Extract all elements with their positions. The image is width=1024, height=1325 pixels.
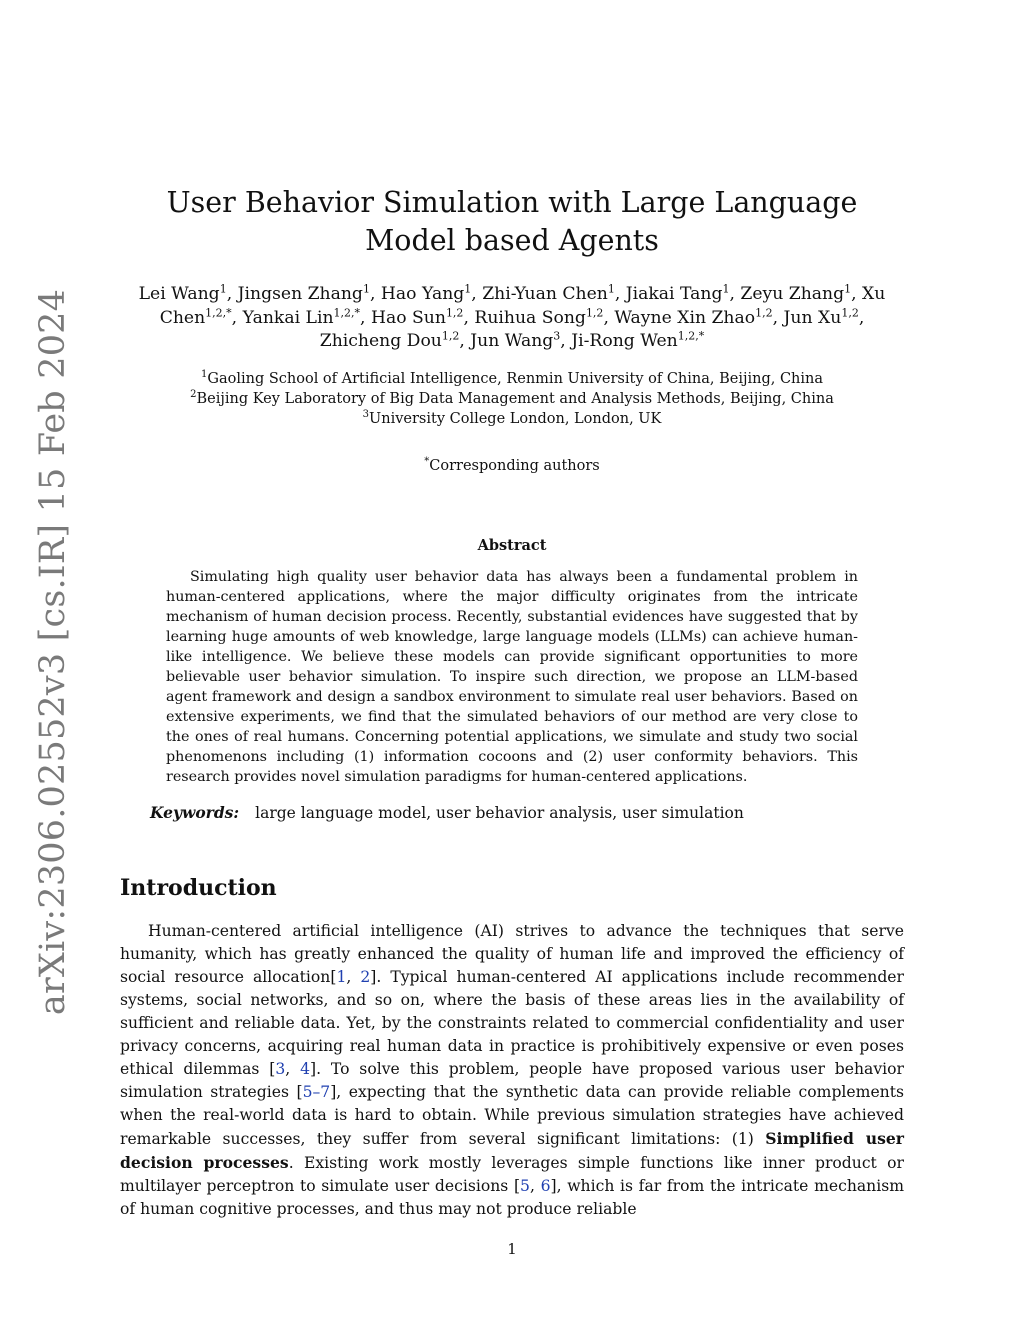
author-name: Ji-Rong Wen (571, 331, 678, 351)
affiliation-line (120, 389, 904, 409)
corresponding-note (120, 458, 904, 474)
author-affiliation-marker: 1 (362, 282, 370, 296)
author-affiliation-marker: 1 (464, 282, 472, 296)
affiliation-text: Gaoling School of Artificial Intelligence, Renmin University of China, Beijing, China (207, 371, 823, 387)
author-name: Zhi-Yuan Chen (482, 284, 608, 304)
author-name: Zeyu Zhang (740, 284, 845, 304)
author-affiliation-marker: 1,2 (441, 329, 460, 343)
citation-link[interactable]: 1 (336, 968, 347, 986)
author-affiliation-marker: 1,2 (841, 305, 859, 319)
author-name: Xu Chen (159, 284, 886, 328)
author-entry (740, 284, 851, 304)
author-entry (320, 331, 460, 351)
citation-link[interactable]: 6 (540, 1177, 551, 1195)
author-entry (242, 305, 361, 328)
author-entry (139, 284, 227, 304)
author-affiliation-marker: 1 (722, 282, 730, 296)
citation-link[interactable]: 5–7 (302, 1083, 331, 1101)
intro-text-4: ], expecting that the synthetic data can provide reliable complements when the real-world data is hard to obtain. While previous simulation strategies have achieved remarkable successes, they suffer from several significant limitations: (1) (120, 1083, 904, 1148)
citation-link[interactable]: 2 (360, 968, 371, 986)
abstract-body: Simulating high quality user behavior data has always been a fundamental problem in human-centered applications, where the major difficulty originates from the intricate mechanism of human decision process. Recently, substantial evidences have suggested that by learning huge amounts of web knowledge, large language models (LLMs) can achieve human-like intelligence. We believe these models can provide significant opportunities to more believable user behavior simulation. To inspire such direction, we propose an LLM-based agent framework and design a sandbox environment to simulate real user behaviors. Based on extensive experiments, we find that the simulated behaviors of our method are very close to the ones of real humans. Concerning potential applications, we simulate and study two social phenomenons including (1) information cocoons and (2) user conformity behaviors. This research provides novel simulation paradigms for human-centered applications. (166, 569, 858, 785)
citation-link[interactable]: 4 (300, 1060, 311, 1078)
citation-link[interactable]: 5 (520, 1177, 530, 1195)
arxiv-identifier-stamp: arXiv:2306.02552v3 [cs.IR] 15 Feb 2024 (33, 288, 73, 1016)
author-name: Zhicheng Dou (319, 331, 442, 351)
author-name: Wayne Xin Zhao (614, 307, 756, 328)
intro-bold-term: Simplified user decision processes (120, 1129, 904, 1172)
author-entry (571, 331, 704, 351)
author-affiliation-marker: 1,2 (755, 305, 773, 319)
keywords-text: large language model, user behavior analysis, user simulation (255, 804, 744, 822)
intro-text-1: Human-centered artificial intelligence (AI) strives to advance the techniques that serve humanity, which has greatly enhanced the quality of human life and improved the efficiency of social resource allocation[ (120, 922, 904, 986)
intro-text-3: ]. To solve this problem, people have proposed various user behavior simulation strategies [ (120, 1060, 904, 1101)
paper-title: User Behavior Simulation with Large Language Model based Agents (166, 186, 858, 257)
affiliation-marker: 3 (362, 409, 370, 421)
intro-sep-1: , (346, 968, 361, 986)
author-name: Hao Yang (380, 284, 465, 304)
author-affiliation-marker: 1,2,* (333, 305, 361, 319)
author-affiliation-marker: 1,2,* (205, 305, 232, 319)
author-list: Lei Wang$^1$, Jingsen Zhang$^1$, Hao Yang$^1$, Zhi-Yuan Chen$^1$, Jiakai Tang$^1$, Zeyu Zhang$^1$, Xu Chen$^{1,2,*}$, Yankai Lin$^{1,2,*}$, Hao Sun$^{1,2}$, Ruihua Song$^{1,2}$, Wayne Xin Zhao$^{1,2}$, Jun Xu$^{1,2}$, Zhicheng Dou$^{1,2}$, Jun Wang$^3$, Ji-Rong Wen$^{1,2,*}$ (138, 282, 886, 351)
author-affiliation-marker: 1,2,* (677, 329, 705, 343)
keywords-label: Keywords: (150, 803, 240, 822)
author-affiliation-marker: 1 (219, 282, 227, 296)
author-name: Ruihua Song (474, 307, 586, 328)
author-entry (783, 305, 859, 328)
author-name: Jun Xu (783, 307, 842, 328)
author-affiliation-marker: 3 (553, 329, 561, 343)
author-affiliation-marker: 1 (607, 282, 615, 296)
corresponding-text: Corresponding authors (429, 458, 600, 474)
author-entry (381, 284, 471, 304)
author-entry (470, 331, 560, 351)
intro-sep-2: , (285, 1060, 301, 1078)
affiliation-text: University College London, London, UK (369, 411, 662, 427)
intro-text-5: . Existing work mostly leverages simple functions like inner product or multilayer perceptron to simulate user decisions [ (120, 1154, 905, 1195)
author-name: Jingsen Zhang (237, 284, 363, 304)
keywords-line (150, 803, 744, 822)
author-name: Jiakai Tang (625, 284, 723, 304)
corresponding-marker: * (424, 456, 430, 468)
affiliation-marker: 1 (201, 369, 208, 381)
author-name: Hao Sun (370, 307, 446, 328)
author-entry (370, 305, 464, 328)
author-affiliation-marker: 1,2 (585, 305, 604, 319)
affiliation-line (120, 409, 904, 429)
author-entry (482, 284, 615, 304)
author-name: Lei Wang (138, 284, 220, 304)
affiliation-line (120, 369, 904, 389)
author-name: Jun Wang (470, 331, 554, 351)
affiliation-marker: 2 (190, 389, 197, 401)
affiliation-list (120, 369, 904, 429)
section-heading-introduction: Introduction (120, 875, 277, 901)
intro-text-6: ], which is far from the intricate mechanism of human cognitive processes, and thus may not produce reliable (120, 1177, 904, 1218)
author-affiliation-marker: 1,2 (445, 305, 464, 319)
citation-link[interactable]: 3 (275, 1060, 286, 1078)
affiliation-text: Beijing Key Laboratory of Big Data Management and Analysis Methods, Beijing, China (196, 391, 834, 407)
author-affiliation-marker: 1 (844, 282, 852, 296)
introduction-paragraph (120, 920, 904, 1221)
author-entry (626, 284, 730, 304)
author-entry (238, 284, 370, 304)
abstract-heading: Abstract (477, 537, 547, 554)
author-entry (614, 305, 773, 328)
author-name: Yankai Lin (242, 307, 334, 328)
page-number: 1 (507, 1240, 517, 1258)
author-entry (474, 305, 604, 328)
intro-sep-3: , (529, 1177, 541, 1195)
intro-text-2: ]. Typical human-centered AI applications include recommender systems, social networks, and so on, where the basis of these areas lies in the availability of sufficient and reliable data. Yet, by the constraints related to commercial confidentiality and user privacy concerns, acquiring real human data in practice is prohibitively expensive or even poses ethical dilemmas [ (120, 968, 904, 1078)
